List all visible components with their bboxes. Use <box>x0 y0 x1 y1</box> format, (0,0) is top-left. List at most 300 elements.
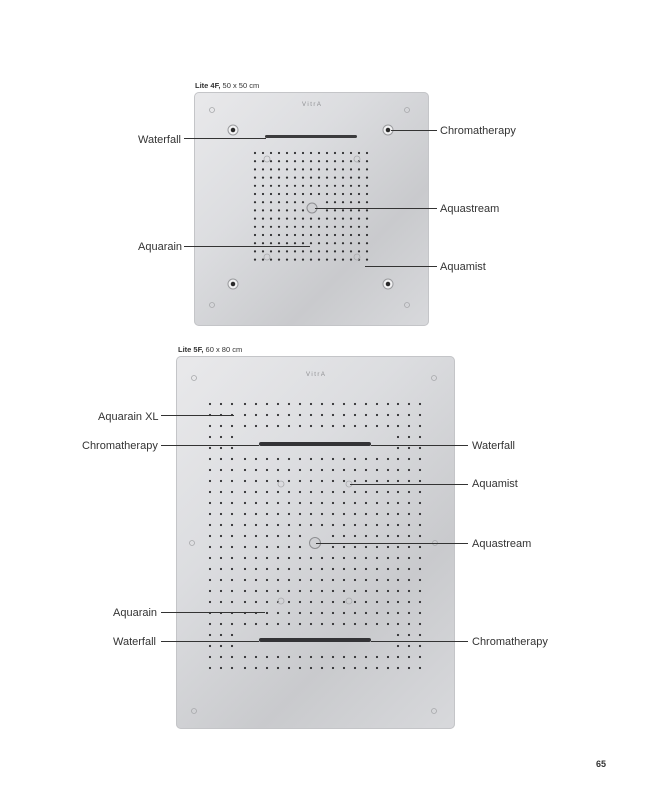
rain-nozzle <box>277 535 279 537</box>
rain-nozzle <box>310 491 312 493</box>
rain-nozzle <box>288 535 290 537</box>
rain-nozzle <box>408 579 410 581</box>
rain-nozzle <box>288 612 290 614</box>
rain-nozzle <box>332 458 334 460</box>
rain-nozzle <box>220 568 222 570</box>
rain-nozzle <box>220 590 222 592</box>
rain-nozzle <box>387 601 389 603</box>
rain-nozzle <box>397 667 399 669</box>
rain-nozzle <box>310 590 312 592</box>
rain-nozzle <box>209 491 211 493</box>
rain-nozzle <box>244 469 246 471</box>
rain-nozzle <box>277 546 279 548</box>
rain-nozzle <box>266 502 268 504</box>
rain-nozzle <box>299 535 301 537</box>
rain-nozzle <box>299 524 301 526</box>
rain-nozzle <box>255 491 257 493</box>
rain-nozzle <box>397 579 399 581</box>
rain-nozzle <box>310 480 312 482</box>
rain-nozzle <box>277 414 279 416</box>
rain-nozzle <box>408 568 410 570</box>
rain-nozzle <box>220 524 222 526</box>
rain-nozzle <box>277 667 279 669</box>
rain-nozzle <box>419 623 421 625</box>
rain-nozzle <box>220 502 222 504</box>
rain-nozzle <box>231 645 233 647</box>
rain-nozzle <box>321 491 323 493</box>
rain-nozzle <box>354 667 356 669</box>
rain-nozzle <box>244 502 246 504</box>
rain-nozzle <box>277 579 279 581</box>
rain-nozzle <box>376 656 378 658</box>
brand-logo: VitrA <box>306 372 327 378</box>
rain-nozzle <box>288 546 290 548</box>
rain-nozzle <box>255 458 257 460</box>
rain-nozzle <box>277 623 279 625</box>
rain-nozzle <box>365 656 367 658</box>
rain-nozzle <box>277 425 279 427</box>
rain-nozzle <box>354 590 356 592</box>
rain-nozzle <box>419 667 421 669</box>
product-name: Lite 5F, <box>178 345 204 354</box>
label-aquarain: Aquarain <box>113 607 158 619</box>
rain-nozzle <box>365 513 367 515</box>
rain-nozzle <box>277 491 279 493</box>
rain-nozzle <box>408 612 410 614</box>
rain-nozzle <box>397 502 399 504</box>
brand-logo: VitrA <box>302 102 323 108</box>
aquamist-nozzle-icon <box>278 598 284 604</box>
rain-nozzle <box>419 634 421 636</box>
rain-nozzle <box>231 623 233 625</box>
rain-nozzle <box>220 623 222 625</box>
rain-nozzle <box>397 469 399 471</box>
rain-nozzle <box>376 414 378 416</box>
waterfall-slot <box>259 638 371 642</box>
rain-nozzle <box>310 601 312 603</box>
rain-nozzle <box>310 656 312 658</box>
rain-nozzle <box>209 502 211 504</box>
rain-nozzle <box>255 656 257 658</box>
rain-nozzle <box>209 535 211 537</box>
leader-line <box>371 641 468 642</box>
rain-nozzle <box>376 491 378 493</box>
rain-nozzle <box>387 590 389 592</box>
rain-nozzle <box>343 491 345 493</box>
rain-nozzle <box>365 623 367 625</box>
rain-nozzle <box>397 491 399 493</box>
rain-nozzle <box>231 436 233 438</box>
rain-nozzle <box>343 546 345 548</box>
rain-nozzle <box>299 458 301 460</box>
rain-nozzle <box>277 513 279 515</box>
rain-nozzle <box>332 513 334 515</box>
rain-nozzle <box>231 656 233 658</box>
rain-nozzle <box>332 590 334 592</box>
rain-nozzle <box>419 425 421 427</box>
rain-nozzle <box>332 623 334 625</box>
rain-nozzle <box>376 623 378 625</box>
rain-nozzle <box>266 480 268 482</box>
rain-nozzle <box>321 590 323 592</box>
rain-nozzle <box>397 546 399 548</box>
rain-nozzle <box>397 612 399 614</box>
rain-nozzle <box>419 513 421 515</box>
rain-nozzle <box>288 524 290 526</box>
rain-nozzle <box>408 645 410 647</box>
rain-nozzle <box>299 601 301 603</box>
rain-nozzle <box>209 403 211 405</box>
rain-nozzle <box>255 502 257 504</box>
rain-nozzle <box>376 601 378 603</box>
rain-nozzle <box>255 601 257 603</box>
rain-nozzle <box>332 579 334 581</box>
rain-nozzle <box>397 601 399 603</box>
rain-nozzle <box>332 546 334 548</box>
rain-nozzle <box>354 491 356 493</box>
rain-nozzle <box>321 656 323 658</box>
rain-nozzle <box>209 667 211 669</box>
rain-nozzle <box>299 425 301 427</box>
rain-nozzle <box>231 590 233 592</box>
rain-nozzle <box>332 568 334 570</box>
rain-nozzle <box>310 612 312 614</box>
rain-nozzle <box>354 502 356 504</box>
rain-nozzle <box>231 579 233 581</box>
rain-nozzle <box>354 403 356 405</box>
rain-nozzle <box>387 546 389 548</box>
rain-nozzle <box>408 447 410 449</box>
rain-nozzle <box>397 414 399 416</box>
rain-nozzle <box>255 590 257 592</box>
rain-nozzle <box>266 568 268 570</box>
rain-nozzle <box>321 623 323 625</box>
rain-nozzle <box>321 612 323 614</box>
rain-nozzle <box>408 469 410 471</box>
rain-nozzle <box>209 645 211 647</box>
rain-nozzle <box>343 612 345 614</box>
rain-nozzle <box>220 645 222 647</box>
rain-nozzle <box>332 535 334 537</box>
rain-nozzle <box>354 579 356 581</box>
rain-nozzle <box>387 535 389 537</box>
rain-nozzle <box>365 546 367 548</box>
rain-nozzle <box>397 436 399 438</box>
rain-nozzle <box>266 590 268 592</box>
rain-nozzle <box>288 414 290 416</box>
rain-nozzle <box>408 414 410 416</box>
rain-nozzle <box>299 667 301 669</box>
rain-nozzle <box>343 524 345 526</box>
rain-nozzle <box>220 491 222 493</box>
rain-nozzle <box>354 524 356 526</box>
rain-nozzle <box>231 425 233 427</box>
rain-nozzle <box>231 502 233 504</box>
rain-nozzle <box>419 403 421 405</box>
rain-nozzle <box>343 656 345 658</box>
rain-nozzle <box>419 590 421 592</box>
rain-nozzle <box>288 458 290 460</box>
rain-nozzle <box>266 535 268 537</box>
rain-nozzle <box>255 513 257 515</box>
rain-nozzle <box>397 568 399 570</box>
rain-nozzle <box>209 524 211 526</box>
rain-nozzle <box>231 546 233 548</box>
rain-nozzle <box>220 557 222 559</box>
rain-nozzle <box>408 667 410 669</box>
leader-line <box>161 415 234 416</box>
rain-nozzle <box>408 502 410 504</box>
page-number: 65 <box>596 759 607 769</box>
rain-nozzle <box>299 612 301 614</box>
rain-nozzle <box>321 425 323 427</box>
rain-nozzle <box>354 568 356 570</box>
rain-nozzle <box>343 557 345 559</box>
rain-nozzle <box>209 568 211 570</box>
rain-nozzle <box>408 634 410 636</box>
rain-nozzle <box>244 480 246 482</box>
rain-nozzle <box>376 612 378 614</box>
rain-nozzle <box>209 546 211 548</box>
rain-nozzle <box>365 403 367 405</box>
rain-nozzle <box>321 502 323 504</box>
rain-nozzle <box>255 469 257 471</box>
rain-nozzle <box>387 524 389 526</box>
rain-nozzle <box>288 667 290 669</box>
rain-nozzle <box>255 535 257 537</box>
label-aquarain-xl: Aquarain XL <box>98 411 159 423</box>
rain-nozzle <box>220 469 222 471</box>
rain-nozzle <box>365 458 367 460</box>
rain-nozzle <box>231 634 233 636</box>
rain-nozzle <box>288 469 290 471</box>
rain-nozzle <box>266 546 268 548</box>
rain-nozzle <box>419 535 421 537</box>
rain-nozzle <box>376 667 378 669</box>
rain-nozzle <box>244 491 246 493</box>
rain-nozzle <box>244 458 246 460</box>
rain-nozzle <box>343 535 345 537</box>
rain-nozzle <box>419 414 421 416</box>
rain-nozzle <box>266 656 268 658</box>
rain-nozzle <box>277 612 279 614</box>
label-waterfall: Waterfall <box>113 636 156 648</box>
rain-nozzle <box>310 568 312 570</box>
rain-nozzle <box>310 469 312 471</box>
rain-nozzle <box>266 491 268 493</box>
rain-nozzle <box>408 546 410 548</box>
rain-nozzle <box>244 623 246 625</box>
rain-nozzle <box>408 403 410 405</box>
rain-nozzle <box>321 524 323 526</box>
rain-nozzle <box>220 656 222 658</box>
rain-nozzle <box>376 535 378 537</box>
rain-nozzle <box>332 425 334 427</box>
rain-nozzle <box>288 403 290 405</box>
rain-nozzle <box>266 612 268 614</box>
rain-nozzle <box>255 568 257 570</box>
rain-nozzle <box>343 667 345 669</box>
rain-nozzle <box>419 436 421 438</box>
label-chromatherapy: Chromatherapy <box>472 636 548 648</box>
rain-nozzle <box>299 513 301 515</box>
rain-nozzle <box>209 447 211 449</box>
rain-nozzle <box>310 414 312 416</box>
rain-nozzle <box>332 414 334 416</box>
rain-nozzle <box>332 491 334 493</box>
aquamist-nozzle-icon <box>346 598 352 604</box>
rain-nozzle <box>365 524 367 526</box>
rain-nozzle <box>397 535 399 537</box>
rain-nozzle <box>220 535 222 537</box>
leader-line <box>350 484 468 485</box>
rain-nozzle <box>354 546 356 548</box>
rain-nozzle <box>343 568 345 570</box>
rain-nozzle <box>419 656 421 658</box>
rain-nozzle <box>408 513 410 515</box>
rain-nozzle <box>387 579 389 581</box>
rain-nozzle <box>343 590 345 592</box>
rain-nozzle <box>255 579 257 581</box>
rain-nozzle <box>343 414 345 416</box>
rain-nozzle <box>310 524 312 526</box>
rain-nozzle <box>408 535 410 537</box>
rain-nozzle <box>387 513 389 515</box>
rain-nozzle <box>332 667 334 669</box>
rain-nozzle <box>354 513 356 515</box>
rain-nozzle <box>209 590 211 592</box>
rain-nozzle <box>365 590 367 592</box>
rain-nozzle <box>419 524 421 526</box>
rain-nozzle <box>277 557 279 559</box>
rain-nozzle <box>408 480 410 482</box>
rain-nozzle <box>299 546 301 548</box>
rain-nozzle <box>387 480 389 482</box>
rain-nozzle <box>397 403 399 405</box>
screw-icon <box>432 376 437 381</box>
rain-nozzle <box>343 502 345 504</box>
rain-nozzle <box>376 425 378 427</box>
rain-nozzle <box>397 458 399 460</box>
rain-nozzle <box>255 414 257 416</box>
rain-nozzle <box>209 513 211 515</box>
rain-nozzle <box>365 601 367 603</box>
rain-nozzle <box>299 491 301 493</box>
rain-nozzle <box>231 469 233 471</box>
leader-line <box>316 543 468 544</box>
rain-nozzle <box>387 656 389 658</box>
label-aquastream: Aquastream <box>440 203 500 215</box>
rain-nozzle <box>321 579 323 581</box>
rain-nozzle <box>387 458 389 460</box>
rain-nozzle <box>387 403 389 405</box>
rain-nozzle <box>321 480 323 482</box>
rain-nozzle <box>244 568 246 570</box>
rain-nozzle <box>397 513 399 515</box>
rain-nozzle <box>343 579 345 581</box>
rain-nozzle <box>387 425 389 427</box>
rain-nozzle <box>376 469 378 471</box>
rain-nozzle <box>419 568 421 570</box>
rain-nozzle <box>220 667 222 669</box>
rain-nozzle <box>321 403 323 405</box>
rain-nozzle <box>288 568 290 570</box>
rain-nozzle <box>310 403 312 405</box>
rain-nozzle <box>288 502 290 504</box>
rain-nozzle <box>419 546 421 548</box>
rain-nozzle <box>397 634 399 636</box>
rain-nozzle <box>387 612 389 614</box>
rain-nozzle <box>244 590 246 592</box>
rain-nozzle <box>266 667 268 669</box>
rain-nozzle <box>387 667 389 669</box>
rain-nozzle <box>255 524 257 526</box>
rain-nozzle <box>376 590 378 592</box>
rain-nozzle <box>354 656 356 658</box>
screw-icon <box>192 709 197 714</box>
rain-nozzle <box>419 458 421 460</box>
label-chromatherapy: Chromatherapy <box>82 440 158 452</box>
rain-nozzle <box>220 601 222 603</box>
rain-nozzle <box>408 491 410 493</box>
screw-icon <box>190 541 195 546</box>
rain-nozzle <box>408 425 410 427</box>
rain-nozzle <box>288 601 290 603</box>
rain-nozzle <box>419 579 421 581</box>
rain-nozzle <box>397 524 399 526</box>
label-aquarain: Aquarain <box>138 241 183 253</box>
rain-nozzle <box>321 469 323 471</box>
label-chromatherapy: Chromatherapy <box>440 125 516 137</box>
rain-nozzle <box>419 447 421 449</box>
rain-nozzle <box>343 469 345 471</box>
rain-nozzle <box>299 469 301 471</box>
screw-icon <box>432 709 437 714</box>
screw-icon <box>192 376 197 381</box>
rain-nozzle <box>255 557 257 559</box>
rain-nozzle <box>244 535 246 537</box>
rain-nozzle <box>231 535 233 537</box>
rain-nozzle <box>408 590 410 592</box>
rain-nozzle <box>220 447 222 449</box>
rain-nozzle <box>354 480 356 482</box>
rain-nozzle <box>277 458 279 460</box>
rain-nozzle <box>255 623 257 625</box>
rain-nozzle <box>310 502 312 504</box>
rain-nozzle <box>343 403 345 405</box>
rain-nozzle <box>419 557 421 559</box>
rain-nozzle <box>299 623 301 625</box>
product-size: 50 x 50 cm <box>222 81 260 90</box>
rain-nozzle <box>376 524 378 526</box>
rain-nozzle <box>376 513 378 515</box>
rain-nozzle <box>220 403 222 405</box>
rain-nozzle <box>310 557 312 559</box>
rain-nozzle <box>220 436 222 438</box>
rain-nozzle <box>288 579 290 581</box>
rain-nozzle <box>332 502 334 504</box>
rain-nozzle <box>321 458 323 460</box>
rain-nozzle <box>277 524 279 526</box>
rain-nozzle <box>419 612 421 614</box>
rain-nozzle <box>310 667 312 669</box>
rain-nozzle <box>209 579 211 581</box>
rain-nozzle <box>321 513 323 515</box>
rain-nozzle <box>332 557 334 559</box>
rain-nozzle <box>419 601 421 603</box>
rain-nozzle <box>255 425 257 427</box>
rain-nozzle <box>321 568 323 570</box>
